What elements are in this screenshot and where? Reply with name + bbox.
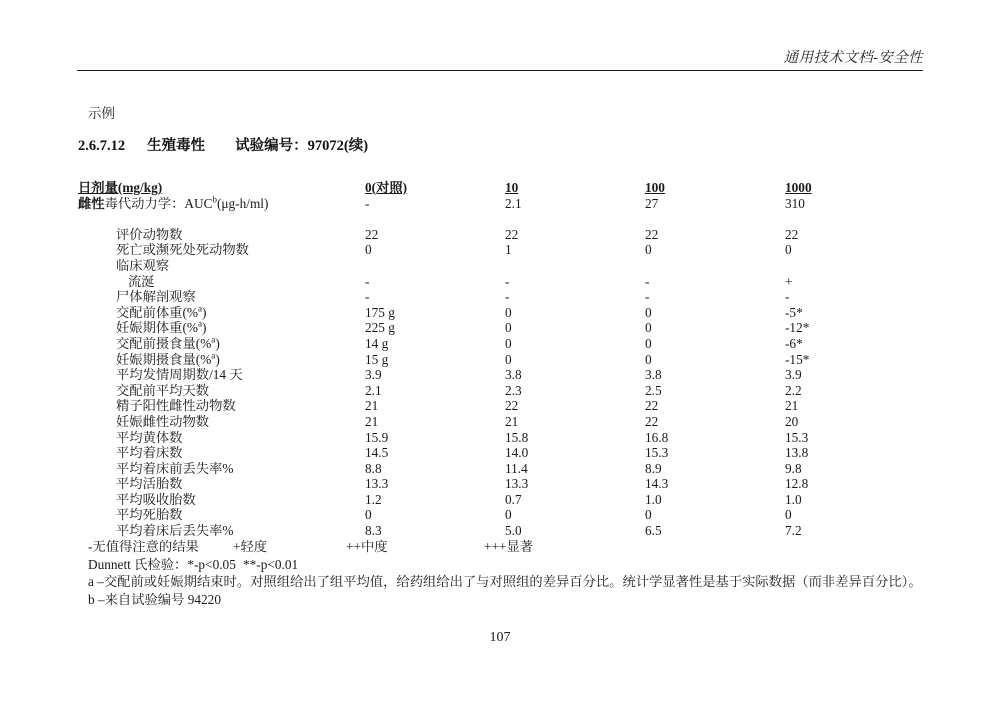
table-row-label: 平均着床前丢失率% <box>116 460 234 476</box>
table-cell: 12.8 <box>785 476 809 492</box>
row-label-tail: ) <box>215 335 220 351</box>
table-row-label: 平均死胎数 <box>116 507 183 523</box>
table-cell: 0 <box>365 507 372 523</box>
row-label-tail: ) <box>202 304 207 320</box>
row-label-tail: ) <box>202 320 207 336</box>
table-row <box>78 414 928 430</box>
legend-mild: +轻度 <box>233 539 268 554</box>
row-label-superscript: b <box>212 194 217 205</box>
table-cell: 0 <box>645 242 652 258</box>
table-row <box>78 352 928 368</box>
table-cell: - <box>505 273 510 289</box>
reproductive-toxicity-table <box>78 180 928 539</box>
row-label-tail: ) <box>215 351 220 367</box>
header-divider <box>77 70 923 71</box>
table-cell: 5.0 <box>505 523 522 539</box>
table-header-row-label: 日剂量(mg/kg) <box>78 180 163 195</box>
table-cell: 0 <box>505 507 512 523</box>
row-label-text: 毒代动力学：AUC <box>104 195 213 211</box>
table-cell: 0 <box>645 335 652 351</box>
row-label-superscript: a <box>211 334 216 345</box>
table-cell: 0 <box>645 320 652 336</box>
table-row <box>78 242 928 258</box>
table-row <box>78 196 928 212</box>
table-cell: 0 <box>645 304 652 320</box>
table-cell: 21 <box>785 398 799 414</box>
page-title <box>78 134 368 155</box>
table-row <box>78 492 928 508</box>
table-cell: 13.8 <box>785 445 809 461</box>
table-cell: 14 g <box>365 335 389 351</box>
table-row-label: 平均活胎数 <box>116 476 183 492</box>
table-cell: 11.4 <box>505 460 528 476</box>
table-row <box>78 523 928 539</box>
table-cell: 22 <box>645 398 659 414</box>
table-row-label <box>116 336 220 352</box>
table-row <box>78 227 928 243</box>
table-column-header: 100 <box>645 180 665 195</box>
table-cell: 21 <box>365 398 379 414</box>
table-row <box>78 461 928 477</box>
table-cell: - <box>365 273 370 289</box>
table-cell: 3.8 <box>505 367 522 383</box>
row-label-superscript: a <box>211 350 216 361</box>
table-cell: 14.0 <box>505 445 529 461</box>
row-label-text: 交配前体重(% <box>116 304 198 320</box>
table-row <box>78 398 928 414</box>
table-row-label: 精子阳性雌性动物数 <box>116 398 236 414</box>
table-cell: 13.3 <box>505 476 529 492</box>
table-cell: -12* <box>785 320 810 336</box>
table-row <box>78 320 928 336</box>
table-cell: 22 <box>645 413 659 429</box>
table-cell: 14.5 <box>365 445 389 461</box>
table-cell: - <box>365 289 370 305</box>
table-cell: 22 <box>505 398 519 414</box>
table-cell: 20 <box>785 413 799 429</box>
table-cell: 3.9 <box>365 367 382 383</box>
dunnett-second-level: **-p<0.01 <box>243 556 299 572</box>
table-cell: 1.0 <box>645 491 662 507</box>
table-cell: 16.8 <box>645 429 669 445</box>
table-cell: 1 <box>505 242 512 258</box>
table-row-label: 死亡或濒死处死动物数 <box>116 242 249 258</box>
table-row <box>78 383 928 399</box>
table-cell: 2.1 <box>365 382 382 398</box>
table-cell: -5* <box>785 304 803 320</box>
table-cell: - <box>365 195 370 211</box>
table-cell: 0 <box>645 351 652 367</box>
study-number: 97072(续) <box>307 138 369 154</box>
table-row <box>78 367 928 383</box>
row-label-superscript: a <box>198 318 203 329</box>
table-row-label: 尸体解剖观察 <box>116 289 196 305</box>
table-row <box>78 258 928 274</box>
footnotes <box>88 538 938 608</box>
table-cell: 0 <box>505 335 512 351</box>
legend-none: -无值得注意的结果 <box>88 539 199 554</box>
table-cell: -15* <box>785 351 810 367</box>
table-cell: 0 <box>505 351 512 367</box>
table-cell: - <box>645 289 650 305</box>
table-cell: 2.5 <box>645 382 662 398</box>
table-cell: 8.9 <box>645 460 662 476</box>
table-cell: 27 <box>645 195 659 211</box>
table-cell: 3.8 <box>645 367 662 383</box>
table-cell: 15.3 <box>785 429 809 445</box>
table-cell: + <box>785 273 793 289</box>
row-label-tail: (μg-h/ml) <box>216 195 269 211</box>
table-row-label: 平均黄体数 <box>116 429 183 445</box>
table-cell: 0 <box>365 242 372 258</box>
table-column-header: 1000 <box>785 180 812 195</box>
table-cell: 175 g <box>365 304 395 320</box>
table-row <box>78 430 928 446</box>
table-row <box>78 305 928 321</box>
table-cell: 2.3 <box>505 382 522 398</box>
table-cell: 2.1 <box>505 195 522 211</box>
table-cell: 3.9 <box>785 367 802 383</box>
table-cell: 0.7 <box>505 491 522 507</box>
section-number: 2.6.7.12 <box>78 138 126 154</box>
table-row <box>78 336 928 352</box>
row-label-text: 妊娠期摄食量(% <box>116 351 212 367</box>
table-row-label <box>116 352 220 368</box>
table-cell: 310 <box>785 195 805 211</box>
table-row-label: 评价动物数 <box>116 226 183 242</box>
table-header-row <box>78 180 928 196</box>
table-row-label <box>116 305 206 321</box>
table-row-label <box>78 196 268 212</box>
page-number: 107 <box>489 630 511 645</box>
table-cell: 15 g <box>365 351 389 367</box>
table-cell: 2.2 <box>785 382 802 398</box>
table-row-label <box>116 320 206 336</box>
footnote-a: a –交配前或妊娠期结束时。对照组给出了组平均值，给药组给出了与对照组的差异百分比。统计学显著性是基于实际数据（而非差异百分比）。 <box>88 574 922 589</box>
table-row-label: 平均吸收胎数 <box>116 491 196 507</box>
row-label-superscript: a <box>198 303 203 314</box>
dunnett-label: Dunnett 氏检验：*-p<0.05 <box>88 556 236 572</box>
table-row-label: 临床观察 <box>116 257 170 273</box>
row-label-text: 交配前摄食量(% <box>116 335 212 351</box>
table-cell: 0 <box>785 242 792 258</box>
table-cell: 1.0 <box>785 491 802 507</box>
table-column-header: 0(对照) <box>365 180 408 195</box>
study-label: 试验编号： <box>235 138 308 154</box>
table-row-label: 平均着床后丢失率% <box>116 523 234 539</box>
table-cell: - <box>785 289 790 305</box>
table-cell: 1.2 <box>365 491 382 507</box>
table-cell: - <box>505 289 510 305</box>
table-cell: 15.8 <box>505 429 529 445</box>
table-cell: 9.8 <box>785 460 802 476</box>
legend-moderate: ++中度 <box>346 539 388 554</box>
table-cell: 14.3 <box>645 476 669 492</box>
table-cell: 15.9 <box>365 429 389 445</box>
legend-marked: +++显著 <box>484 539 534 554</box>
table-row-label: 妊娠雌性动物数 <box>116 413 210 429</box>
row-label-emphasis: 雌性 <box>78 195 105 211</box>
table-cell: 0 <box>505 304 512 320</box>
table-cell: 22 <box>365 226 379 242</box>
table-cell: 13.3 <box>365 476 389 492</box>
table-cell: - <box>645 273 650 289</box>
table-row-label: 交配前平均天数 <box>116 382 210 398</box>
severity-legend-row <box>88 538 938 556</box>
table-row-label: 平均着床数 <box>116 445 183 461</box>
section-title: 生殖毒性 <box>147 138 206 154</box>
table-row <box>78 445 928 461</box>
table-cell: 8.8 <box>365 460 382 476</box>
footnote-b: b –来自试验编号 94220 <box>88 591 221 607</box>
table-cell: 0 <box>645 507 652 523</box>
table-column-header: 10 <box>505 180 519 195</box>
table-cell: 15.3 <box>645 445 669 461</box>
table-cell: 22 <box>645 226 659 242</box>
table-row <box>78 289 928 305</box>
table-row <box>78 211 928 227</box>
table-cell: 225 g <box>365 320 395 336</box>
table-cell: 21 <box>365 413 379 429</box>
table-cell: 22 <box>505 226 519 242</box>
dunnett-row <box>88 556 938 574</box>
table-cell: 0 <box>505 320 512 336</box>
table-cell: 22 <box>785 226 799 242</box>
example-label: 示例 <box>88 106 115 121</box>
running-header: 通用技术文档-安全性 <box>783 50 923 66</box>
table-row <box>78 476 928 492</box>
table-row-label: 流涎 <box>128 273 155 289</box>
table-row <box>78 274 928 290</box>
table-cell: 7.2 <box>785 523 802 539</box>
table-cell: 8.3 <box>365 523 382 539</box>
row-label-text: 妊娠期体重(% <box>116 320 198 336</box>
table-cell: 6.5 <box>645 523 662 539</box>
table-cell: -6* <box>785 335 803 351</box>
table-cell: 21 <box>505 413 519 429</box>
table-cell: 0 <box>785 507 792 523</box>
table-row <box>78 507 928 523</box>
table-row-label: 平均发情周期数/14 天 <box>116 367 243 383</box>
